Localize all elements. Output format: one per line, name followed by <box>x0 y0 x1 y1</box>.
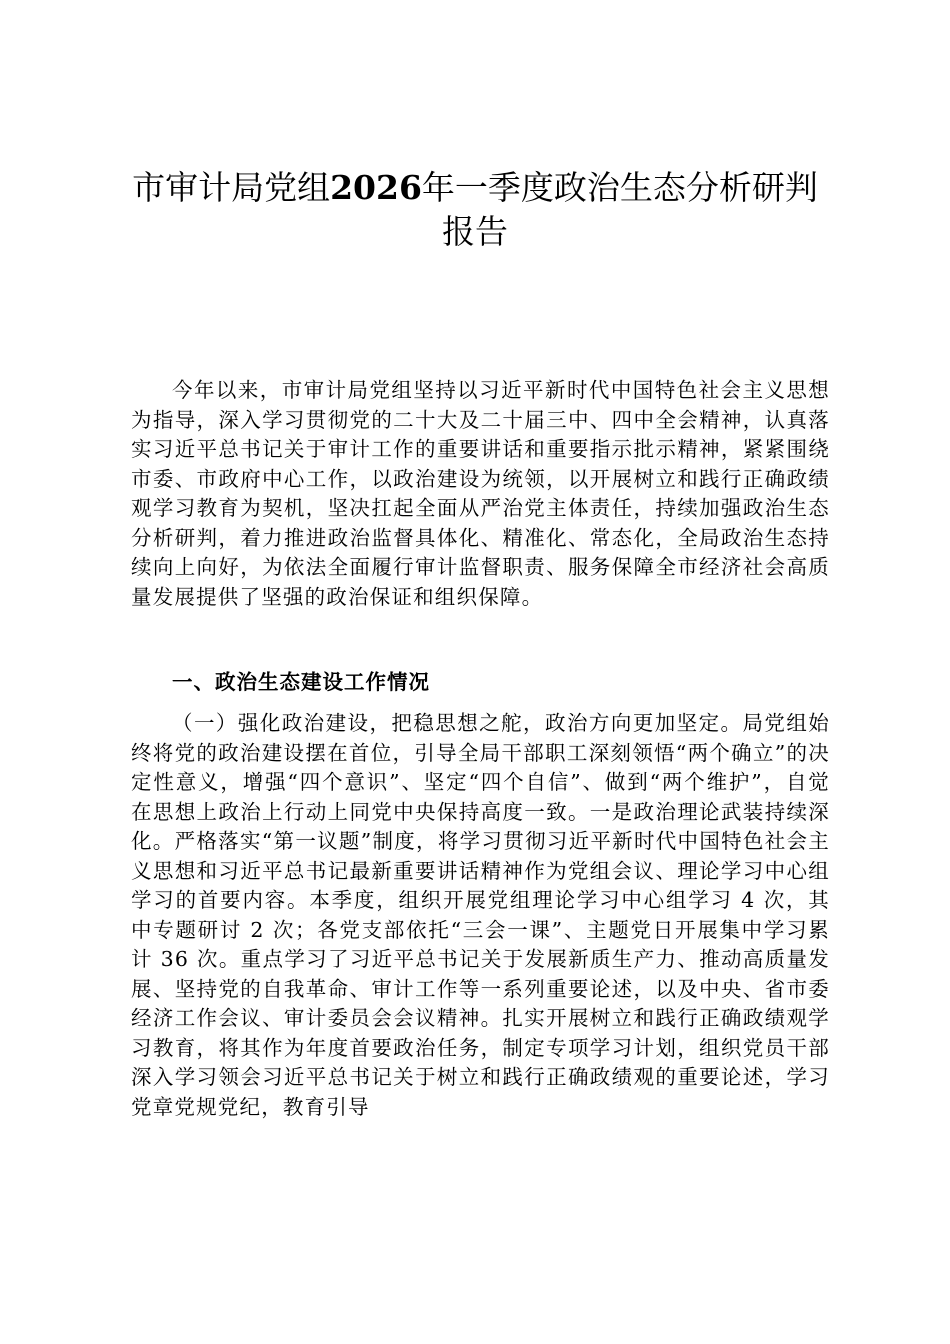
title-part-2: 年一季度政治生态分析研判报告 <box>421 168 818 251</box>
document-title <box>120 166 830 254</box>
section-heading: 一、政治生态建设工作情况 <box>172 670 430 694</box>
intro-paragraph: 今年以来，市审计局党组坚持以习近平新时代中国特色社会主义思想为指导，深入学习贯彻党的二十大及二十届三中、四中全会精神，认真落实习近平总书记关于审计工作的重要讲话和重要指示批示精神，紧紧围绕市委、市政府中心工作，以政治建设为统领，以开展树立和践行正确政绩观学习教育为契机，坚决扛起全面从严治党主体责任，持续加强政治生态分析研判，着力推进政治监督具体化、精准化、常态化，全局政治生态持续向上向好，为依法全面履行审计监督职责、服务保障全市经济社会高质量发展提供了坚强的政治保证和组织保障。 <box>131 378 830 609</box>
title-part-1: 市审计局党组 <box>132 168 331 207</box>
section-paragraph: （一）强化政治建设，把稳思想之舵，政治方向更加坚定。局党组始终将党的政治建设摆在首位，引导全局干部职工深刻领悟“两个确立”的决定性意义，增强“四个意识”、坚定“四个自信”、做到“两个维护”，自觉在思想上政治上行动上同党中央保持高度一致。一是政治理论武装持续深化。严格落实“第一议题”制度，将学习贯彻习近平新时代中国特色社会主义思想和习近平总书记最新重要讲话精神作为党组会议、理论学习中心组学习的首要内容。本季度，组织开展党组理论学习中心组学习 4 次，其中专题研讨 2 次；各党支部依托“三会一课”、主题党日开展集中学习累计 36 次。重点学习了习近平总书记关于发展新质生产力、推动高质量发展、坚持党的自我革命、审计工作等一系列重要论述，以及中央、省市委经济工作会议、审计委员会会议精神。扎实开展树立和践行正确政绩观学习教育，将其作为年度首要政治任务，制定专项学习计划，组织党员干部深入学习领会习近平总书记关于树立和践行正确政绩观的重要论述，学习党章党规党纪，教育引导 <box>131 711 830 1119</box>
title-year: 2026 <box>330 168 422 207</box>
